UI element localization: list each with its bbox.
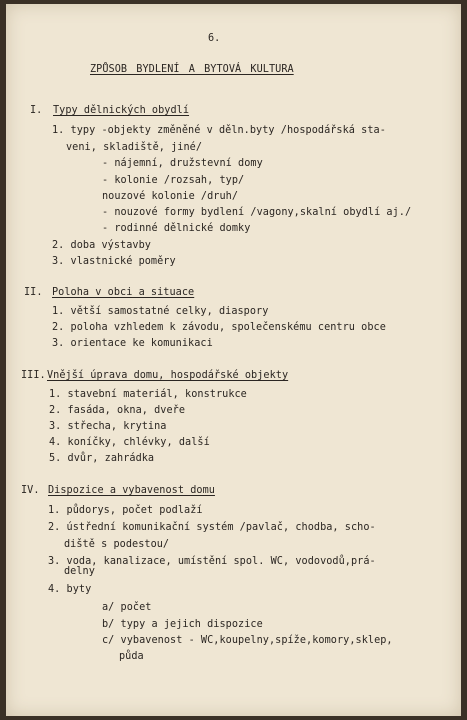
list-item: 3. střecha, krytina bbox=[49, 421, 167, 432]
page-number: 6. bbox=[208, 33, 221, 44]
list-item: 2. ústřední komunikační systém /pavlač, chodba, scho- bbox=[48, 522, 376, 533]
list-item: - nouzové formy bydlení /vagony,skalní obydlí aj./ bbox=[102, 207, 412, 218]
section-numeral: III. bbox=[21, 370, 46, 381]
list-item: delny bbox=[64, 566, 95, 577]
section-numeral: IV. bbox=[21, 485, 40, 496]
list-item: půda bbox=[119, 651, 144, 662]
list-item: c/ vybavenost - WC,koupelny,spíže,komory,sklep, bbox=[102, 635, 393, 646]
list-item: 3. orientace ke komunikaci bbox=[52, 338, 213, 349]
list-item: diště s podestou/ bbox=[64, 539, 170, 550]
list-item: 2. poloha vzhledem k závodu, společenskému centru obce bbox=[52, 322, 386, 333]
section-heading: Dispozice a vybavenost domu bbox=[48, 485, 215, 496]
list-item: 1. stavební materiál, konstrukce bbox=[49, 389, 247, 400]
page-title: ZPŮSOB BYDLENÍ A BYTOVÁ KULTURA bbox=[90, 64, 294, 75]
list-item: 2. doba výstavby bbox=[52, 240, 151, 251]
list-item: b/ typy a jejich dispozice bbox=[102, 619, 263, 630]
list-item: a/ počet bbox=[102, 602, 152, 613]
list-item: 1. půdorys, počet podlaží bbox=[48, 505, 203, 516]
section-heading: Poloha v obci a situace bbox=[52, 287, 195, 298]
list-item: 5. dvůr, zahrádka bbox=[49, 453, 155, 464]
list-item: - rodinné dělnické domky bbox=[102, 223, 251, 234]
list-item: nouzové kolonie /druh/ bbox=[102, 191, 239, 202]
list-item: - kolonie /rozsah, typ/ bbox=[102, 175, 245, 186]
section-numeral: II. bbox=[24, 287, 43, 298]
section-heading: Vnější úprava domu, hospodářské objekty bbox=[47, 370, 289, 381]
list-item: 3. voda, kanalizace, umístění spol. WC, vodovodů,prá- bbox=[48, 556, 376, 567]
list-item: 2. fasáda, okna, dveře bbox=[49, 405, 186, 416]
list-item: 4. koníčky, chlévky, další bbox=[49, 437, 210, 448]
list-item: veni, skladiště, jiné/ bbox=[66, 142, 203, 153]
list-item: 4. byty bbox=[48, 584, 92, 595]
section-numeral: I. bbox=[30, 105, 43, 116]
section-heading: Typy dělnických obydlí bbox=[53, 105, 190, 116]
list-item: 1. větší samostatné celky, diaspory bbox=[52, 306, 269, 317]
list-item: - nájemní, družstevní domy bbox=[102, 158, 263, 169]
list-item: 3. vlastnické poměry bbox=[52, 256, 176, 267]
list-item: 1. typy -objekty změněné v děln.byty /hospodářská sta- bbox=[52, 125, 386, 136]
